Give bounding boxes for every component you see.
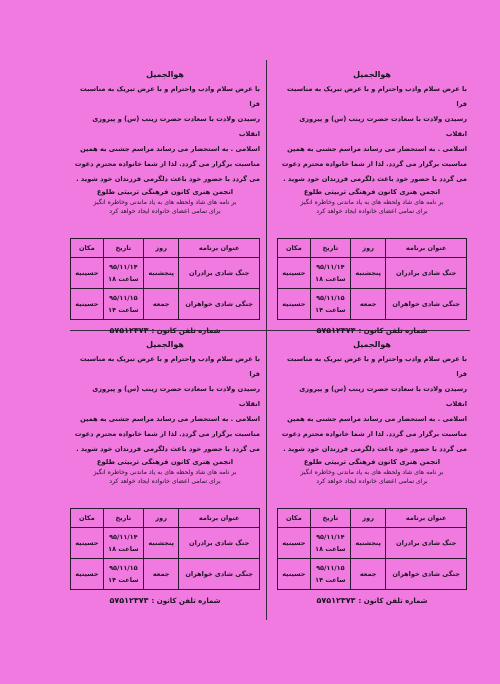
card-title: هوالجميل [353,340,391,349]
card-title: هوالجميل [146,70,184,79]
invitation-line: اسلامی . به استحضار می رساند مراسم جشنی به همین [287,145,467,153]
cell-date [103,289,143,320]
cell-day: پنجشنبه [144,258,179,289]
header-program: عنوان برنامه [179,509,260,528]
table-header-row [71,509,260,528]
organization-name: انجمن هنری کانون فرهنگی تربیتی طلوع [303,188,441,196]
header-date: تاریخ [103,239,143,258]
time-value: ساعت ۱۴ [108,576,139,584]
header-day: روز [144,239,179,258]
schedule-table [277,508,467,590]
phone-line [70,326,260,335]
table-row [71,258,260,289]
invitation-line: مناسبت برگزار می گردد. لذا از شما خانواده محترم دعوت [74,430,260,438]
note-line: بر نامه های شاد ولحظه های به یاد ماندنی وخاطره انگیز [300,199,444,206]
cell-date [310,528,350,559]
header-date: تاریخ [103,509,143,528]
table-row [278,258,467,289]
cell-day: پنجشنبه [351,528,386,559]
note-line: برای تمامی اعضای خانواده ایجاد خواهد کرد [316,208,428,215]
invitation-card [277,340,467,605]
time-value: ساعت ۱۴ [315,576,346,584]
table-row [278,559,467,590]
date-value: ۹۵/۱۱/۱۵ [316,564,345,572]
phone-label: شماره تلفن کانون : [358,597,428,605]
program-note [277,198,467,216]
cell-program: جنگی شادی خواهران [386,289,467,320]
schedule-table [277,238,467,320]
header-place: مکان [71,509,104,528]
table-header-row [278,239,467,258]
cell-place: حسینیه [278,289,311,320]
table-header-row [71,239,260,258]
table-row [71,289,260,320]
schedule-table [70,238,260,320]
cell-place: حسینیه [71,559,104,590]
time-value: ساعت ۱۴ [315,306,346,314]
date-value: ۹۵/۱۱/۱۵ [109,294,138,302]
cell-program: جنگی شادی خواهران [179,289,260,320]
header-place: مکان [278,509,311,528]
organization-name: انجمن هنری کانون فرهنگی تربیتی طلوع [303,458,441,466]
organization-name: انجمن هنری کانون فرهنگی تربیتی طلوع [96,188,234,196]
date-value: ۹۵/۱۱/۱۴ [316,533,345,541]
cell-date [310,289,350,320]
cell-day: جمعه [351,289,386,320]
phone-label: شماره تلفن کانون : [151,327,221,335]
phone-line [70,596,260,605]
header-date: تاریخ [310,239,350,258]
cell-place: حسینیه [278,559,311,590]
cell-date [310,559,350,590]
date-value: ۹۵/۱۱/۱۴ [109,263,138,271]
organization-name: انجمن هنری کانون فرهنگی تربیتی طلوع [96,458,234,466]
table-row [278,289,467,320]
invitation-card [70,70,260,335]
header-program: عنوان برنامه [386,509,467,528]
phone-label: شماره تلفن کانون : [151,597,221,605]
invitation-line: با عرض سلام وادب واحترام و با عرض تبریک به مناسبت فرا [287,85,467,108]
time-value: ساعت ۱۸ [315,275,346,283]
table-row [71,559,260,590]
invitation-line: رسیدن ولادت با سعادت حضرت زینب (س) و پیروزی انقلاب [299,385,467,408]
cell-day: جمعه [144,289,179,320]
invitation-line: رسیدن ولادت با سعادت حضرت زینب (س) و پیروزی انقلاب [299,115,467,138]
invitation-text [70,82,260,187]
time-value: ساعت ۱۸ [108,545,139,553]
note-line: بر نامه های شاد ولحظه های به یاد ماندنی وخاطره انگیز [300,469,444,476]
phone-number: ۵۷۵۱۲۳۷۳ [316,326,356,335]
invitation-text [70,352,260,457]
invitation-line: اسلامی . به استحضار می رساند مراسم جشنی به همین [80,415,260,423]
invitation-line: با عرض سلام وادب واحترام و با عرض تبریک به مناسبت فرا [80,355,260,378]
invitation-line: با عرض سلام وادب واحترام و با عرض تبریک به مناسبت فرا [80,85,260,108]
cell-program: جنگ شادی برادران [386,528,467,559]
date-value: ۹۵/۱۱/۱۴ [109,533,138,541]
time-value: ساعت ۱۸ [315,545,346,553]
invitation-line: می گردد با حضور خود باعث دلگرمی فرزندان خود شوید . [283,445,467,453]
invitation-line: اسلامی . به استحضار می رساند مراسم جشنی به همین [80,145,260,153]
cell-day: جمعه [351,559,386,590]
header-place: مکان [71,239,104,258]
time-value: ساعت ۱۴ [108,306,139,314]
invitation-card [70,340,260,605]
date-value: ۹۵/۱۱/۱۴ [316,263,345,271]
invitation-line: با عرض سلام وادب واحترام و با عرض تبریک به مناسبت فرا [287,355,467,378]
phone-number: ۵۷۵۱۲۳۷۳ [109,596,149,605]
date-value: ۹۵/۱۱/۱۵ [109,564,138,572]
vertical-cut-line [266,60,267,620]
invitation-line: مناسبت برگزار می گردد. لذا از شما خانواده محترم دعوت [281,160,467,168]
header-date: تاریخ [310,509,350,528]
header-program: عنوان برنامه [179,239,260,258]
invitation-line: مناسبت برگزار می گردد. لذا از شما خانواده محترم دعوت [74,160,260,168]
cell-place: حسینیه [278,528,311,559]
header-day: روز [144,509,179,528]
cell-place: حسینیه [71,258,104,289]
card-title: هوالجميل [146,340,184,349]
cell-date [103,528,143,559]
invitation-text [277,82,467,187]
cell-program: جنگی شادی خواهران [179,559,260,590]
cell-program: جنگی شادی خواهران [386,559,467,590]
program-note [277,468,467,486]
header-program: عنوان برنامه [386,239,467,258]
header-day: روز [351,239,386,258]
cell-place: حسینیه [71,289,104,320]
note-line: بر نامه های شاد ولحظه های به یاد ماندنی وخاطره انگیز [93,199,237,206]
cell-day: پنجشنبه [144,528,179,559]
note-line: برای تمامی اعضای خانواده ایجاد خواهد کرد [109,208,221,215]
invitation-line: می گردد با حضور خود باعث دلگرمی فرزندان خود شوید . [76,445,260,453]
phone-line [277,326,467,335]
note-line: بر نامه های شاد ولحظه های به یاد ماندنی وخاطره انگیز [93,469,237,476]
invitation-line: رسیدن ولادت با سعادت حضرت زینب (س) و پیروزی انقلاب [92,385,260,408]
table-row [278,528,467,559]
cell-place: حسینیه [71,528,104,559]
phone-line [277,596,467,605]
date-value: ۹۵/۱۱/۱۵ [316,294,345,302]
invitation-line: مناسبت برگزار می گردد. لذا از شما خانواده محترم دعوت [281,430,467,438]
cell-date [103,559,143,590]
schedule-table [70,508,260,590]
invitation-text [277,352,467,457]
cell-date [310,258,350,289]
cell-program: جنگ شادی برادران [386,258,467,289]
cell-program: جنگ شادی برادران [179,528,260,559]
header-day: روز [351,509,386,528]
note-line: برای تمامی اعضای خانواده ایجاد خواهد کرد [316,478,428,485]
cell-day: جمعه [144,559,179,590]
phone-number: ۵۷۵۱۲۳۷۳ [109,326,149,335]
cell-date [103,258,143,289]
program-note [70,468,260,486]
time-value: ساعت ۱۸ [108,275,139,283]
cell-day: پنجشنبه [351,258,386,289]
phone-number: ۵۷۵۱۲۳۷۳ [316,596,356,605]
header-place: مکان [278,239,311,258]
table-header-row [278,509,467,528]
invitation-card [277,70,467,335]
program-note [70,198,260,216]
note-line: برای تمامی اعضای خانواده ایجاد خواهد کرد [109,478,221,485]
card-title: هوالجميل [353,70,391,79]
cell-place: حسینیه [278,258,311,289]
invitation-line: اسلامی . به استحضار می رساند مراسم جشنی به همین [287,415,467,423]
invitation-line: می گردد با حضور خود باعث دلگرمی فرزندان خود شوید . [76,175,260,183]
invitation-line: رسیدن ولادت با سعادت حضرت زینب (س) و پیروزی انقلاب [92,115,260,138]
cell-program: جنگ شادی برادران [179,258,260,289]
phone-label: شماره تلفن کانون : [358,327,428,335]
table-row [71,528,260,559]
invitation-line: می گردد با حضور خود باعث دلگرمی فرزندان خود شوید . [283,175,467,183]
